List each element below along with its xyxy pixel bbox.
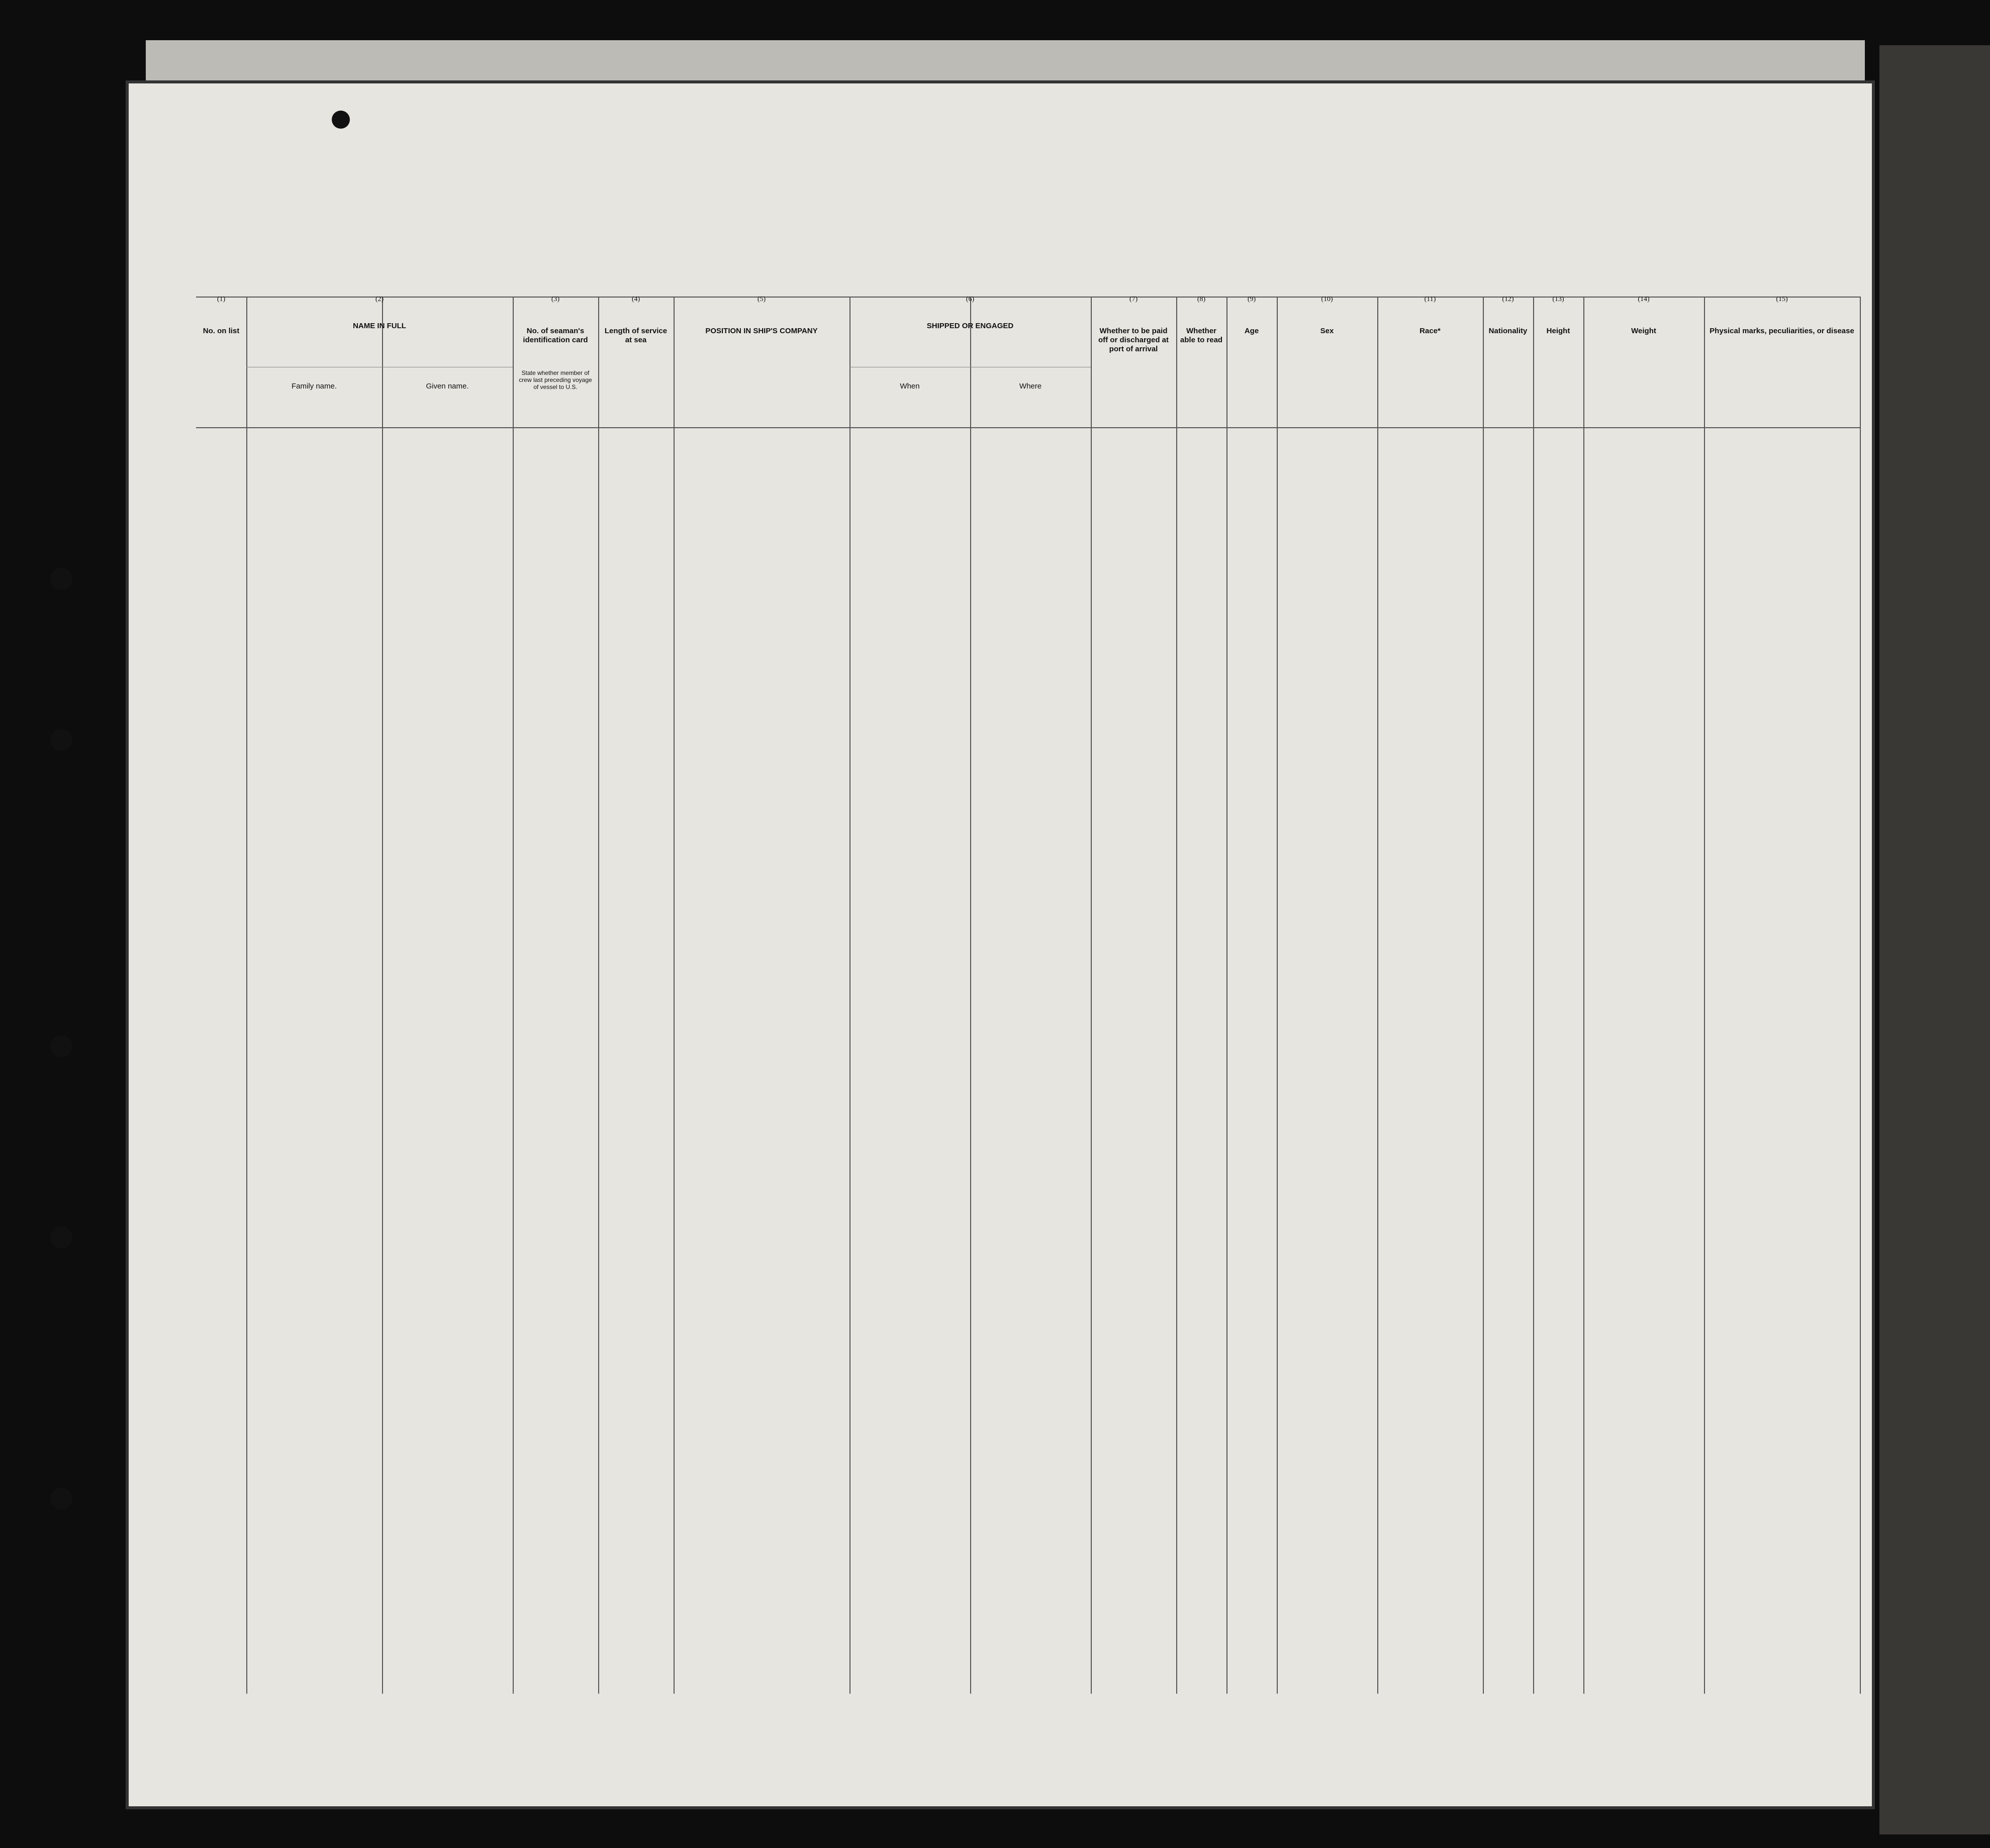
column-header: POSITION IN SHIP'S COMPANY [705,327,818,335]
punch-hole [50,1035,72,1057]
column-subheader: When [900,382,920,391]
punch-hole [50,729,72,751]
grid-column-line [1176,297,1177,1694]
column-number: (6) [966,296,975,303]
column-number: (9) [1247,296,1256,303]
punch-hole [332,111,350,129]
column-number: (1) [217,296,226,303]
grid-column-line [246,297,247,1694]
grid-column-line [970,297,971,1694]
manifest-sheet [126,80,1875,1809]
column-number: (13) [1552,296,1564,303]
column-note: State whether member of crew last preceding voyage of vessel to U.S. [519,369,592,391]
crew-table [196,297,1860,1694]
column-header: NAME IN FULL [353,322,406,330]
column-number: (8) [1197,296,1206,303]
column-header: Whether to be paid off or discharged at port of arrival [1098,327,1169,353]
column-header: SHIPPED OR ENGAGED [926,322,1014,330]
grid-column-line [382,297,383,1694]
grid-column-line [513,297,514,1694]
column-number: (14) [1638,296,1650,303]
column-header: Sex [1320,327,1334,335]
column-number: (11) [1424,296,1436,303]
column-subheader: Given name. [426,382,469,391]
column-header: No. of seaman's identification card [523,327,588,344]
grid-column-line [1533,297,1534,1694]
grid-column-line [1583,297,1584,1694]
column-header: No. on list [203,327,240,335]
column-number: (7) [1129,296,1138,303]
column-subheader: Where [1019,382,1042,391]
column-number: (3) [551,296,560,303]
background-strip [1879,45,1990,1834]
grid-column-line [849,297,850,1694]
grid-column-line [598,297,599,1694]
grid-column-line [1091,297,1092,1694]
grid-column-line [1483,297,1484,1694]
column-number: (10) [1321,296,1333,303]
column-header: Whether able to read [1180,327,1223,344]
column-header: Weight [1631,327,1656,335]
column-header: Height [1546,327,1570,335]
column-number: (15) [1776,296,1788,303]
column-number: (12) [1502,296,1514,303]
punch-hole [50,1226,72,1248]
grid-column-line [1377,297,1378,1694]
column-number: (4) [631,296,640,303]
column-header: Physical marks, peculiarities, or disease [1710,327,1854,335]
column-header: Race* [1419,327,1441,335]
punch-hole [50,568,72,590]
underlying-sheet [146,40,1865,85]
column-header: Length of service at sea [604,327,668,344]
column-number: (2) [375,296,384,303]
grid-row-line [196,427,1860,428]
grid-column-line [1860,297,1861,1694]
column-number: (5) [757,296,766,303]
grid-column-line [674,297,675,1694]
column-header: Nationality [1488,327,1528,335]
punch-hole [50,1488,72,1510]
vessel-line [337,254,1794,284]
grid-column-line [1704,297,1705,1694]
grid-column-line [1226,297,1227,1694]
column-subheader: Family name. [291,382,337,391]
grid-column-line [1277,297,1278,1694]
column-header: Age [1244,327,1259,335]
